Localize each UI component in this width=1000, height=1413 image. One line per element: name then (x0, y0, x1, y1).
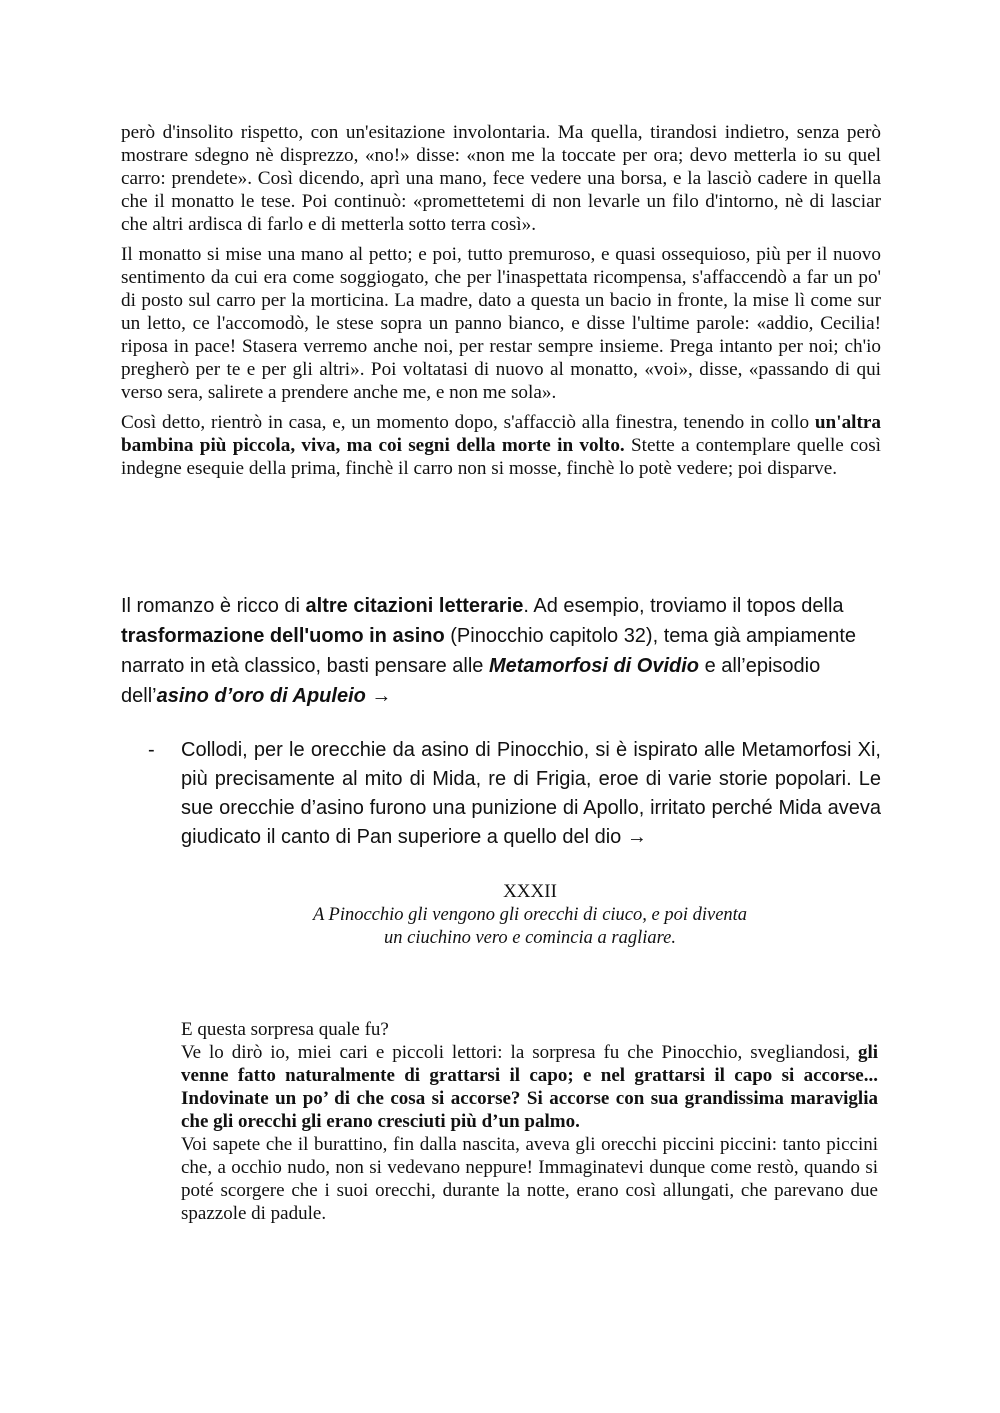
excerpt-paragraph-3: Voi sapete che il burattino, fin dalla nascita, aveva gli orecchi piccini piccini: tanto piccini che, a occhio nudo, non si vedevano neppure! Immaginatevi dunque come restò, quando si poté scorgere che i suoi orecchi, durante la notte, erano così allungati, che parevano due spazzole di padule. (181, 1134, 878, 1224)
bullet-item (148, 736, 881, 852)
pinocchio-excerpt (181, 1018, 878, 1225)
commentary-text: e all’episodio dell’ (121, 655, 821, 707)
bullet-text: Collodi, per le orecchie da asino di Pinocchio, si è ispirato alle Metamorfosi Xi, più precisamente al mito di Mida, re di Frigia, eroe di varie storie popolari. Le sue orecchie d’asino furono una punizione di Apollo, irritato perché Mida aveva giudicato il canto di Pan superiore a quello del dio → (181, 739, 881, 848)
manzoni-quote (121, 121, 881, 487)
quote-text: Stette a contemplare quelle così indegne esequie della prima, finchè il carro non si mosse, finchè lo potè vedere; poi disparve. (121, 435, 882, 479)
quote-paragraph-2: Il monatto si mise una mano al petto; e poi, tutto premuroso, e quasi ossequioso, più per il nuovo sentimento da cui era come soggiogato, che per l'inaspettata ricompensa, s'affaccendò a far un po' di posto sul carro per la morticina. La madre, dato a questa un bacio in fronte, la mise lì come sur un letto, ce l'accomodò, le stese sopra un panno bianco, e disse l'ultime parole: «addio, Cecilia! riposa in pace! Stasera verremo anche noi, per restar sempre insieme. Prega intanto per noi; ch'io pregherò per te e per gli altri». Poi voltatasi di nuovo al monatto, «voi», disse, «passando di qui verso sera, salirete a prendere anche me, e non me sola». (121, 244, 881, 403)
excerpt-bold: gli venne fatto naturalmente di grattarsi il capo; e nel grattarsi il capo si accorse... Indovinate un po’ di che cosa si accorse? Si accorse con sua grandissima maraviglia che gli orecchi gli erano cresciuti più d’un palmo. (181, 1042, 878, 1132)
excerpt-paragraph-2 (181, 1041, 878, 1133)
chapter-heading (180, 880, 880, 950)
commentary-bold-italic: Metamorfosi di Ovidio (488, 655, 700, 677)
commentary-text: . Ad esempio, troviamo il topos della (523, 595, 844, 617)
chapter-subtitle-line-1: A Pinocchio gli vengono gli orecchi di ciuco, e poi diventa (312, 905, 748, 925)
quote-paragraph-1: però d'insolito rispetto, con un'esitazione involontaria. Ma quella, tirandosi indietro, senza però mostrare sdegno nè disprezzo, «no!» disse: «non me la toccate per ora; devo metterla io su quel carro: prendete». Così dicendo, aprì una mano, fece vedere una borsa, e la lasciò cadere in quella che il monatto le tese. Poi continuò: «promettetemi di non levarle un filo d'intorno, nè di lasciar che altri ardisca di farlo e di metterla sotto terra così». (121, 122, 881, 235)
commentary-paragraph (121, 591, 881, 711)
commentary-bold: trasformazione dell'uomo in asino (121, 625, 445, 647)
commentary-text: → (365, 685, 392, 707)
chapter-number: XXXII (503, 881, 557, 902)
commentary-text: Il romanzo è ricco di (121, 595, 306, 617)
commentary-bold-italic: asino d’oro di Apuleio (156, 685, 366, 707)
quote-text: Così detto, rientrò in casa, e, un momento dopo, s'affacciò alla finestra, tenendo in collo (121, 412, 815, 433)
quote-paragraph-3 (121, 411, 881, 480)
chapter-subtitle-line-2: un ciuchino vero e comincia a ragliare. (384, 928, 676, 948)
bullet-dash: - (148, 739, 155, 761)
commentary-text: (Pinocchio capitolo 32), tema già ampiamente narrato in età classico, basti pensare alle (121, 625, 857, 677)
excerpt-text: Ve lo dirò io, miei cari e piccoli lettori: la sorpresa fu che Pinocchio, svegliandosi, (181, 1042, 858, 1063)
commentary-bold: altre citazioni letterarie (305, 595, 524, 617)
quote-bold-phrase: un'altra bambina più piccola, viva, ma coi segni della morte in volto. (121, 412, 881, 456)
excerpt-line-1: E questa sorpresa quale fu? (181, 1019, 389, 1040)
